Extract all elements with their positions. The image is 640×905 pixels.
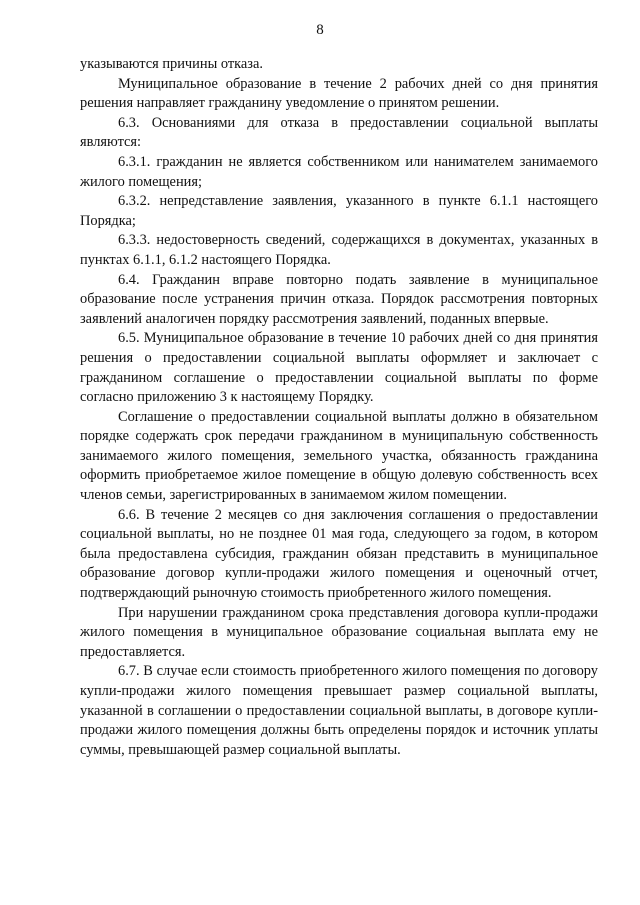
paragraph-6-3-3: 6.3.3. недостоверность сведений, содержащихся в документах, указанных в пунктах 6.1.1, 6.1.2 настоящего Порядка.	[80, 232, 598, 268]
paragraph-agreement: Соглашение о предоставлении социальной выплаты должно в обязательном порядке содержать срок передачи гражданином в муниципальную собственность занимаемого жилого помещения, земельного участка, обязанность гражданина оформить приобретаемое жилое помещение в общую долевую собственность всех членов семьи, зарегистрированных в занимаемом жилом помещении.	[80, 408, 598, 504]
document-body	[80, 55, 598, 760]
paragraph-6-3: 6.3. Основаниями для отказа в предоставлении социальной выплаты являются:	[80, 114, 598, 151]
paragraph-6-5: 6.5. Муниципальное образование в течение 10 рабочих дней со дня принятия решения о предоставлении социальной выплаты оформляет и заключает с гражданином соглашение о предоставлении социальной выплаты по форме согласно приложению 3 к настоящему Порядку.	[80, 330, 598, 406]
paragraph-6-3-1: 6.3.1. гражданин не является собственником или нанимателем занимаемого жилого помещения;	[80, 153, 598, 190]
paragraph-6-7: 6.7. В случае если стоимость приобретенного жилого помещения по договору купли-продажи жилого помещения превышает размер социальной выплаты, указанной в соглашении о предоставлении социальной выплаты, в договоре купли-продажи жилого помещения должны быть определены порядок и источник уплаты суммы, превышающей размер социальной выплаты.	[80, 663, 598, 758]
paragraph-6-3-2: 6.3.2. непредставление заявления, указанного в пункте 6.1.1 настоящего Порядка;	[80, 193, 598, 229]
paragraph-violation: При нарушении гражданином срока представления договора купли-продажи жилого помещения в муниципальное образование социальная выплата ему не предоставляется.	[80, 604, 598, 660]
paragraph-6-4: 6.4. Гражданин вправе повторно подать заявление в муниципальное образование после устранения причин отказа. Порядок рассмотрения повторных заявлений аналогичен порядку рассмотрения заявлений, поданных впервые.	[80, 271, 598, 327]
paragraph-notification: Муниципальное образование в течение 2 рабочих дней со дня принятия решения направляет гражданину уведомление о принятом решении.	[80, 75, 598, 112]
paragraph-continuation: указываются причины отказа.	[80, 56, 263, 72]
page-number: 8	[316, 22, 324, 38]
paragraph-6-6: 6.6. В течение 2 месяцев со дня заключения соглашения о предоставлении социальной выплаты, но не позднее 01 мая года, следующего за годом, в котором была предоставлена субсидия, гражданин обязан представить в муниципальное образование договор купли-продажи жилого помещения и оценочный отчет, подтверждающий рыночную стоимость приобретенного жилого помещения.	[80, 506, 598, 602]
